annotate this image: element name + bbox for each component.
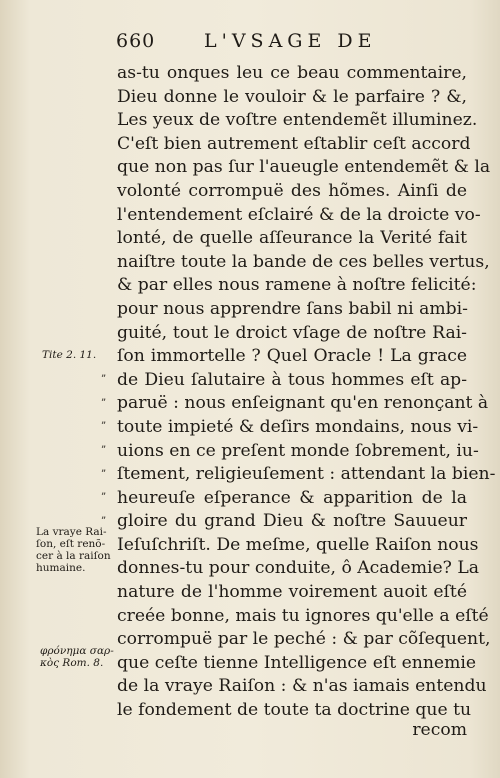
running-title: L'VSAGE DE xyxy=(204,30,377,52)
text-line: nature de l'homme voirement auoit eſté xyxy=(117,582,467,603)
page-number: 660 xyxy=(116,30,156,52)
text-line: & par elles nous ramene à noſtre felicité: xyxy=(117,275,477,296)
quote-mark: ” xyxy=(101,374,107,385)
quote-mark: ” xyxy=(101,492,107,503)
text-line: ſtement, religieuſement : attendant la bien- xyxy=(117,464,496,485)
text-line: ſon immortelle ? Quel Oracle ! La grace xyxy=(117,346,467,367)
margin-note-raison-line: cer à la raiſon xyxy=(36,550,111,562)
text-line: de Dieu ſalutaire à tous hommes eſt ap- xyxy=(117,369,467,390)
margin-note-tite: Tite 2. 11. xyxy=(42,349,97,361)
text-line: guité, tout le droict vſage de noſtre Rai- xyxy=(117,322,467,343)
margin-note-raison-line: ſon, eſt renõ- xyxy=(36,538,106,550)
quote-mark: ” xyxy=(101,516,107,527)
text-line: que non pas ſur l'aueugle entendemẽt & la xyxy=(117,157,491,178)
quote-mark: ” xyxy=(101,398,107,409)
text-line: l'entendement eſclairé & de la droicte vo- xyxy=(117,204,481,225)
text-line: de la vraye Raiſon : & n'as iamais entendu xyxy=(117,676,487,697)
text-line: as-tu onques leu ce beau commentaire, xyxy=(117,63,467,83)
text-line: Ieſuſchriſt. De meſme, quelle Raiſon nous xyxy=(117,534,479,555)
catchword: recom xyxy=(412,720,467,740)
quote-mark: ” xyxy=(101,421,107,432)
margin-note-raison-line: humaine. xyxy=(36,562,86,574)
text-line: Les yeux de voſtre entendemẽt illuminez. xyxy=(117,110,478,131)
text-line: toute impieté & deſirs mondains, nous vi- xyxy=(117,416,479,437)
text-line: gloire du grand Dieu & noſtre Sauueur xyxy=(117,511,467,532)
text-line: que ceſte tienne Intelligence eſt ennemie xyxy=(117,652,477,673)
margin-note-greek-line: κὸς Rom. 8. xyxy=(40,657,104,669)
text-line: naiſtre toute la bande de ces belles vertus, xyxy=(117,251,490,272)
text-line: volonté corrompuë des hõmes. Ainſi de xyxy=(117,180,467,201)
text-line: paruë : nous enſeignant qu'en renonçant à xyxy=(117,393,489,414)
quote-mark: ” xyxy=(101,469,107,480)
text-line: Dieu donne le vouloir & le parfaire ? &, xyxy=(117,86,467,107)
text-line: C'eſt bien autrement eſtablir ceſt accord xyxy=(117,133,471,154)
text-line: heureuſe eſperance & apparition de la xyxy=(117,487,467,508)
body-text xyxy=(117,62,496,723)
text-line: pour nous apprendre ſans babil ni ambi- xyxy=(117,298,468,319)
quote-mark: ” xyxy=(101,445,107,456)
text-line: creée bonne, mais tu ignores qu'elle a eſté xyxy=(117,605,489,626)
text-line: uions en ce preſent monde ſobrement, iu- xyxy=(117,440,479,461)
text-line: le fondement de toute ta doctrine que tu xyxy=(117,700,472,721)
margin-note-raison-line: La vraye Rai- xyxy=(36,526,107,538)
page-header xyxy=(0,30,500,54)
margin-note-greek-line: φρόνημα σαρ- xyxy=(40,645,114,657)
text-line: corrompuë par le peché : & par cõſequent, xyxy=(117,629,491,650)
text-line: donnes-tu pour conduite, ô Academie? La xyxy=(117,558,480,579)
text-line: lonté, de quelle aſſeurance la Verité fait xyxy=(117,228,467,249)
